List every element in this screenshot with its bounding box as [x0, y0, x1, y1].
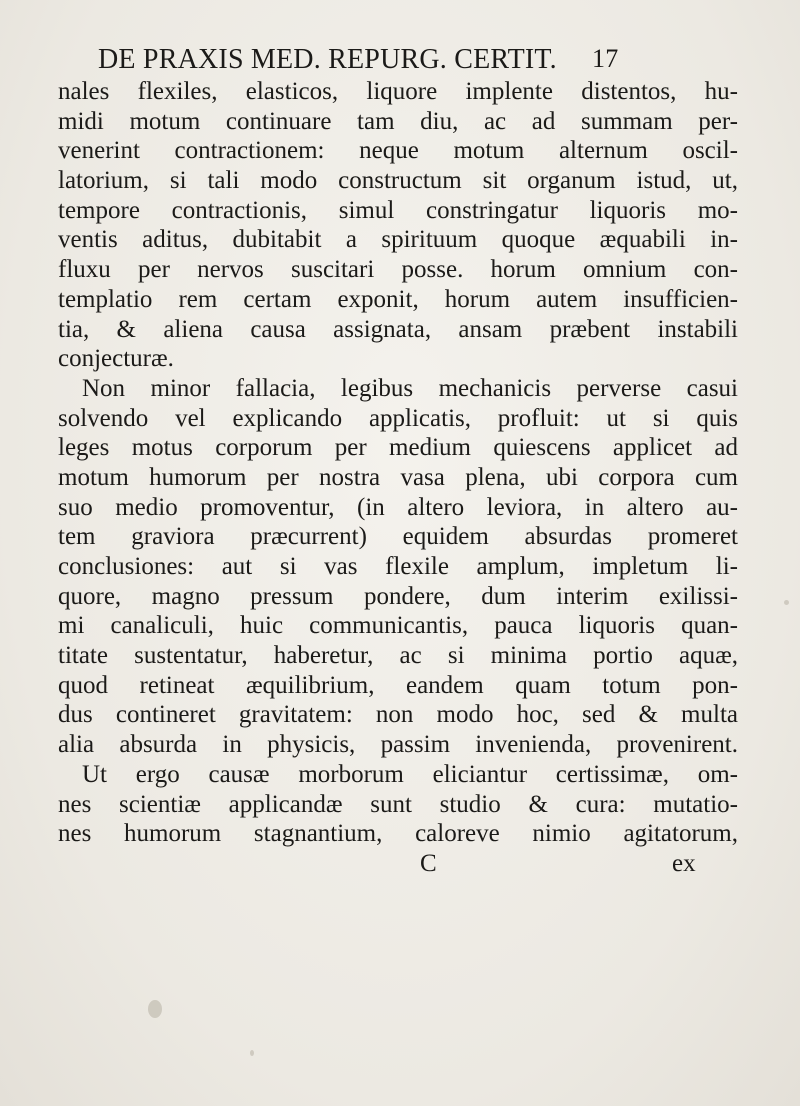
text-line: mi canaliculi, huic communicantis, pauca liquoris quan-: [58, 612, 738, 640]
text-line: leges motus corporum per medium quiescens applicet ad: [58, 434, 738, 462]
text-line: ventis aditus, dubitabit a spirituum quoque æquabili in-: [58, 226, 738, 254]
signature-mark: C: [420, 849, 437, 877]
text-line: motum humorum per nostra vasa plena, ubi corpora cum: [58, 463, 738, 491]
text-line: conclusiones: aut si vas flexile amplum, impletum li-: [58, 553, 738, 580]
text-line: nes scientiæ applicandæ sunt studio & cura: mutatio-: [58, 790, 738, 818]
text-line: tempore contractionis, simul constringatur liquoris mo-: [58, 196, 738, 224]
text-line: quod retineat æquilibrium, eandem quam totum pon-: [58, 671, 738, 699]
text-line: nales flexiles, elasticos, liquore implente distentos, hu-: [58, 78, 738, 105]
text-line: dus contineret gravitatem: non modo hoc, sed & multa: [58, 701, 738, 729]
text-line: tem graviora præcurrent) equidem absurdas promeret: [58, 523, 738, 551]
body-text: [58, 77, 738, 879]
text-line: Non minor fallacia, legibus mechanicis perverse casui: [82, 374, 738, 402]
text-line: alia absurda in physicis, passim invenienda, provenirent.: [58, 731, 738, 759]
text-line: fluxu per nervos suscitari posse. horum omnium con-: [58, 256, 738, 284]
running-title: DE PRAXIS MED. REPURG. CERTIT.: [98, 44, 557, 75]
text-line: suo medio promoventur, (in altero leviora, in altero au-: [58, 493, 738, 521]
footer-line: [58, 849, 738, 879]
paper-stain: [250, 1050, 254, 1056]
paper-stain: [148, 1000, 162, 1018]
text-line: solvendo vel explicando applicatis, profluit: ut si quis: [58, 404, 738, 432]
text-line: nes humorum stagnantium, caloreve nimio agitatorum,: [58, 820, 738, 848]
text-line: latorium, si tali modo constructum sit organum istud, ut,: [58, 167, 738, 195]
text-line: templatio rem certam exponit, horum autem insufficien-: [58, 285, 738, 313]
text-line: titate sustentatur, haberetur, ac si minima portio aquæ,: [58, 642, 738, 670]
text-line: venerint contractionem: neque motum alternum oscil-: [58, 137, 738, 165]
paper-stain: [784, 600, 789, 605]
page-number: 17: [592, 44, 619, 73]
text-line: conjecturæ.: [58, 345, 174, 373]
text-line: Ut ergo causæ morborum eliciantur certissimæ, om-: [82, 760, 738, 788]
text-line: quore, magno pressum pondere, dum interim exilissi-: [58, 582, 738, 610]
text-line: tia, & aliena causa assignata, ansam præbent instabili: [58, 315, 738, 343]
catchword: ex: [672, 849, 696, 877]
text-line: midi motum continuare tam diu, ac ad summam per-: [58, 107, 738, 135]
